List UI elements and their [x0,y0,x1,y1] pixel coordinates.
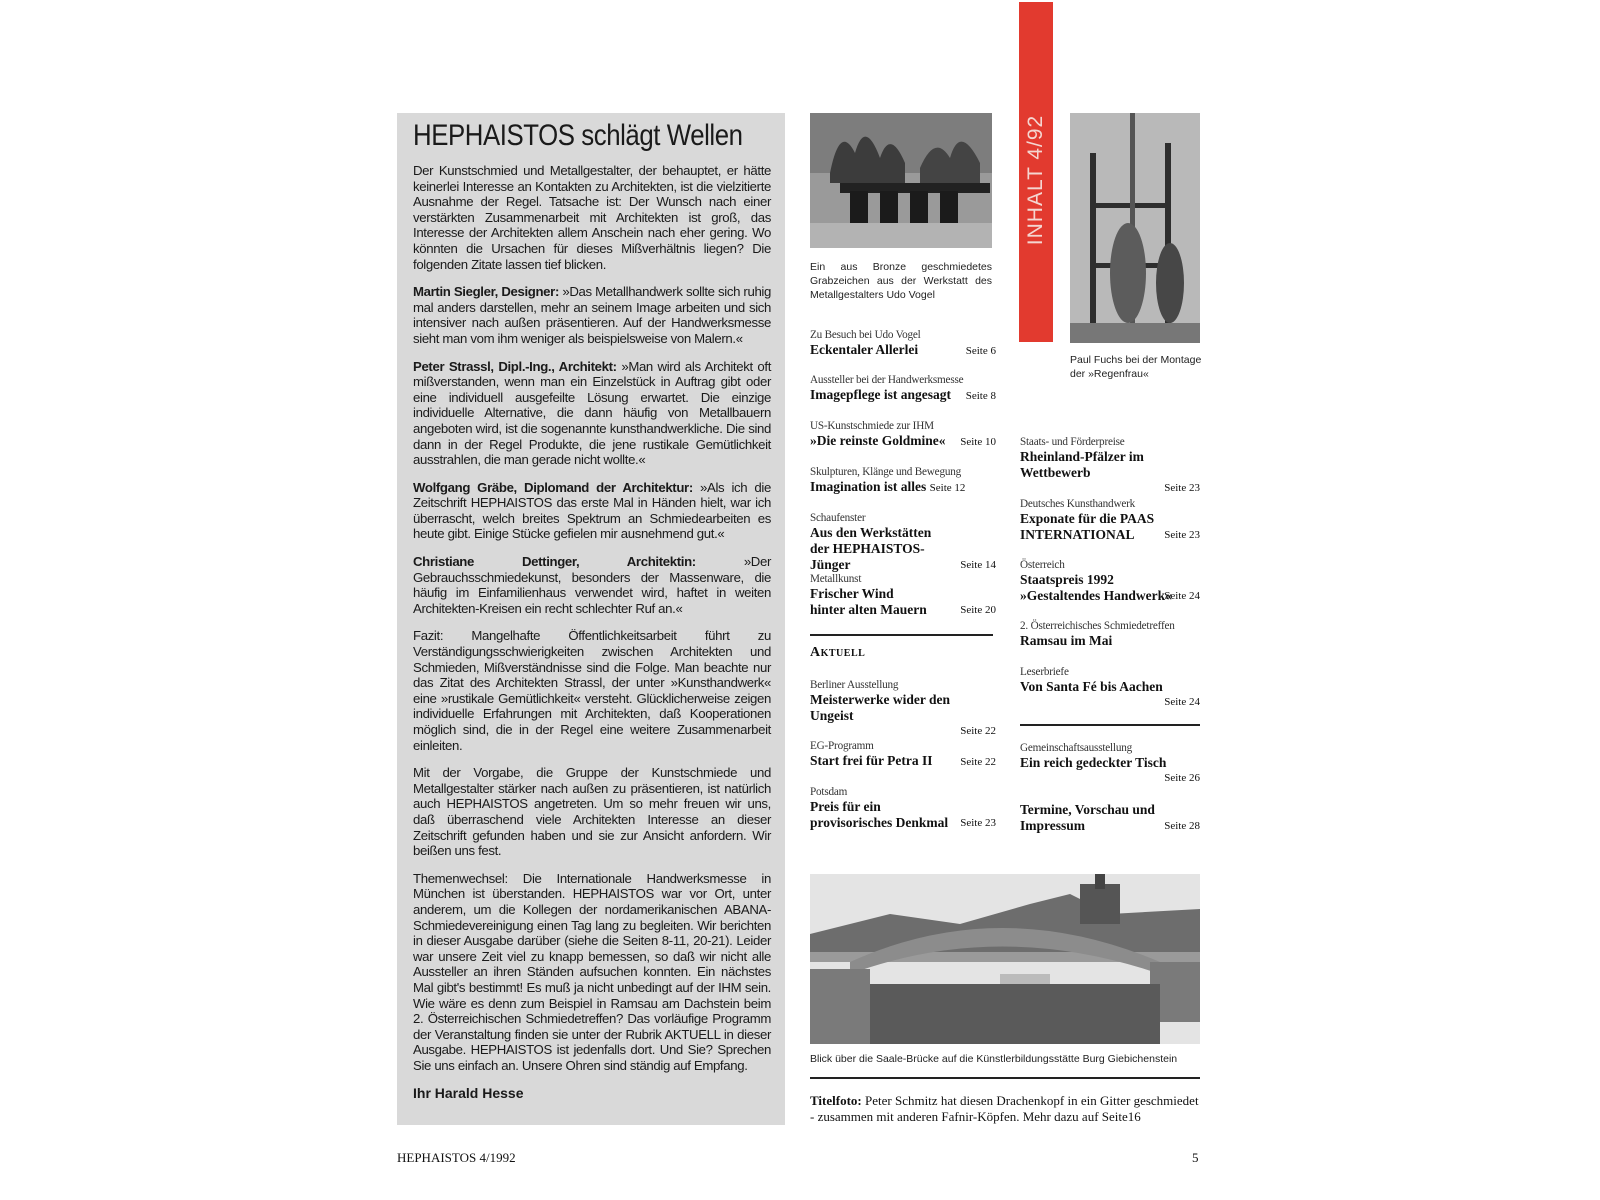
toc-title-text: Start frei für Petra II [810,753,933,768]
divider [1020,724,1200,726]
toc-title [1020,633,1200,649]
footer-issue: HEPHAISTOS 4/1992 [397,1150,516,1165]
toc-title [810,387,996,403]
grave-marker-image [810,113,992,248]
toc-kicker: Skulpturen, Klänge und Bewegung [810,466,962,478]
toc-page: Seite 12 [929,482,966,494]
toc-item[interactable] [1020,497,1200,542]
toc-kicker: Deutsches Kunsthandwerk [1020,498,1136,510]
toc-page: Seite 26 [1164,772,1200,784]
divider [810,634,993,636]
toc-item[interactable] [1020,741,1200,785]
quote-speaker: Wolfgang Gräbe, Diplomand der Architektur: [413,479,693,495]
toc-page: Seite 23 [960,817,996,829]
quote-speaker: Peter Strassl, Dipl.-Ing., Architekt: [413,358,617,374]
toc-kicker: Aussteller bei der Handwerksmesse [810,374,964,386]
toc-title [1020,572,1180,604]
toc-page: Seite 28 [1164,820,1200,832]
toc-kicker: Berliner Ausstellung [810,679,899,691]
toc-title-text: »Die reinste Goldmine« [810,433,946,448]
toc-title [810,433,996,449]
quote-dettinger [413,554,771,616]
quote-siegler [413,284,771,346]
toc-kicker: Staats- und Förderpreise [1020,436,1125,448]
toc-item[interactable] [1020,619,1200,649]
toc-title [810,479,996,496]
bridge-photo [810,874,1200,1044]
editorial-fazit: Fazit: Mangelhafte Öffentlichkeitsarbeit führt zu Verständigungsschwierigkeiten zwischen Architekten und Schmieden, Mißverständnisse sind die Folge. Man beachte nur das Zitat des Architekten Strassl, der unter »Kunsthandwerk« eine »rustikale Gemütlichkeit« versteht. Glücklicherweise zeigen individuelle Erfahrungen mit Architekten, daß Kooperationen möglich sind, die in der Regel eine weitere Zusammenarbeit einleiten. [413,628,771,753]
toc-title [810,753,996,769]
toc-kicker: 2. Österreichisches Schmiedetreffen [1020,620,1175,632]
quote-graebe [413,480,771,542]
contents-banner-label: INHALT 4/92 [1024,114,1047,246]
toc-page: Seite 23 [1164,529,1200,541]
editorial-intro: Der Kunstschmied und Metallgestalter, der behauptet, er hätte keinerlei Interesse an Kontakten zu Architekten, ist die vielzitierte Ausnahme der Regel. Tatsache ist: Der Wunsch nach einer verstärkten Zusammenarbeit mit Architekten ist groß, das Interesse der Architekten allem Anschein nach eher gering. Wo könnten die Ursachen für dieses Mißverhältnis liegen? Die folgenden Zitate lassen tief blicken. [413,163,771,272]
toc-title-text: Rheinland-Pfälzer im Wettbewerb [1020,449,1144,480]
toc-item[interactable] [1020,435,1200,495]
toc-item[interactable] [810,785,996,830]
toc-item[interactable] [810,572,996,617]
divider [810,1077,1200,1079]
toc-title-text: Ein reich gedeckter Tisch [1020,755,1167,770]
toc-title-text: Imagepflege ist angesagt [810,387,951,402]
editorial-signature: Ihr Harald Hesse [413,1085,524,1102]
toc-kicker: Schaufenster [810,512,866,524]
toc-title-text: Von Santa Fé bis Aachen [1020,679,1163,694]
quote-text: »Das Metallhandwerk sollte sich ruhig mal anders darstellen, mehr an seinem Image arbeiten und sich intensiver nach außen präsentieren. Auf der Handwerksmesse sieht man vom ihm weniger als beispielsweise von Malern.« [413,284,771,346]
quote-text: »Der Gebrauchsschmiedekunst, besonders der Massenware, die häufig im Einfamilienhaus verwendet wird, haftet in weiten Architekten-Kreisen ein recht schlechter Ruf an.« [413,554,771,616]
grave-marker-caption: Ein aus Bronze geschmiedetes Grabzeichen aus der Werkstatt des Metallgestalters Udo Vogel [810,261,992,301]
toc-title-text: Staatspreis 1992 »Gestaltendes Handwerk« [1020,572,1172,603]
toc-page: Seite 10 [960,436,996,448]
toc-right-column [1020,0,1202,840]
toc-title [1020,679,1200,695]
toc-kicker: US-Kunstschmiede zur IHM [810,420,934,432]
toc-title-text: Termine, Vorschau und Impressum [1020,802,1155,833]
editorial-box [397,113,785,1125]
titelfoto-note [810,1093,1200,1125]
toc-item[interactable] [810,465,996,496]
toc-title [1020,755,1200,771]
toc-kicker: Zu Besuch bei Udo Vogel [810,329,921,341]
titelfoto-label: Titelfoto: [810,1093,862,1108]
quote-text: »Als ich die Zeitschrift HEPHAISTOS das erste Mal in Händen hielt, war ich überrascht, welch breites Spektrum an Schmiedearbeiten es heute gibt. Einige Stücke gefielen mir ausnehmend gut.« [413,479,771,542]
montage-caption: Paul Fuchs bei der Montage der »Regenfrau« [1070,354,1202,380]
toc-title [810,799,960,831]
bridge-image [810,874,1200,1044]
toc-page: Seite 20 [960,604,996,616]
toc-item[interactable] [810,511,996,572]
footer-page-number: 5 [1192,1150,1199,1165]
toc-page: Seite 24 [1164,590,1200,602]
toc-item[interactable] [810,328,996,359]
toc-kicker: Leserbriefe [1020,666,1069,678]
toc-title-text: Eckentaler Allerlei [810,342,919,357]
toc-page: Seite 14 [960,559,996,571]
toc-item[interactable] [1020,558,1200,603]
aktuell-heading: Aktuell [810,645,866,660]
toc-title-text: Exponate für die PAAS INTERNATIONAL [1020,511,1155,542]
toc-item[interactable] [1020,802,1200,833]
toc-item[interactable] [810,419,996,450]
toc-title-text: Frischer Wind hinter alten Mauern [810,586,927,617]
toc-title [810,586,930,618]
toc-kicker: EG-Programm [810,740,874,752]
toc-title [1020,449,1200,481]
toc-kicker: Metallkunst [810,573,862,585]
toc-title-text: Imagination ist alles [810,479,927,494]
toc-title-text: Aus den Werkstätten der HEPHAISTOS-Jünger [810,525,932,572]
toc-item[interactable] [810,373,996,404]
toc-item[interactable] [810,739,996,770]
quote-speaker: Martin Siegler, Designer: [413,284,559,300]
toc-title-text: Preis für ein provisorisches Denkmal [810,799,949,830]
bridge-caption: Blick über die Saale-Brücke auf die Künstlerbildungsstätte Burg Giebichenstein [810,1053,1178,1065]
toc-middle-column [810,113,996,873]
toc-page: Seite 24 [1164,696,1200,708]
toc-title [810,342,996,358]
toc-kicker: Österreich [1020,559,1065,571]
toc-page: Seite 23 [1164,482,1200,494]
toc-page: Seite 8 [965,390,996,402]
quote-strassl [413,359,771,468]
quote-speaker: Christiane Dettinger, Architektin: [413,554,696,570]
quote-text: »Man wird als Architekt oft mißverstanden, wenn man ein Einzelstück in Auftrag gibt oder eine individuell ausgefeilte Lösung erwartet. Die einzige individuelle Alternative, die dann häufig von Metallbauern angeboten wird, ist die sogenannte kunsthandwerkliche. Die sind dann in der Regel Produkte, die jene rustikale Gemütlichkeit ausstrahlen, die man gerade nicht wollte.« [413,358,772,468]
toc-page: Seite 6 [965,345,996,357]
toc-title-text: Meisterwerke wider den Ungeist [810,692,950,723]
toc-kicker: Gemeinschaftsausstellung [1020,742,1133,754]
grave-marker-photo [810,113,992,248]
editorial-themenwechsel: Themenwechsel: Die Internationale Handwerksmesse in München ist überstanden. HEPHAISTOS war vor Ort, unter anderem, um die Kollegen der nordamerikanischen ABANA-Schmiedevereinigung einen Tag lang zu begleiten. Wir berichten in dieser Ausgabe darüber (siehe die Seiten 8-11, 20-21). Leider war unsere Zeit viel zu knapp bemessen, so daß wir nicht alle Aussteller an ihren Ständen aufsuchen konnten. Ein nächstes Mal gibt's bestimmt! Es muß ja nicht unbedingt auf der IHM sein. Wie wäre es denn zum Beispiel in Ramsau am Dachstein beim 2. Österreichischen Schmiedetreffen? Das vorläufige Programm der Veranstaltung finden sie unter der Rubrik AKTUELL in dieser Ausgabe. HEPHAISTOS ist jedenfalls dort. Und Sie? Sprechen Sie uns einfach an. Unsere Ohren sind ständig auf Empfang. [413,870,771,1073]
toc-item[interactable] [810,678,996,738]
toc-page: Seite 22 [960,725,996,737]
toc-page: Seite 22 [960,756,996,768]
toc-item[interactable] [1020,665,1200,709]
titelfoto-text: Peter Schmitz hat diesen Drachenkopf in ein Gitter geschmiedet - zusammen mit anderen Fafnir-Köpfen. Mehr dazu auf Seite16 [810,1093,1199,1124]
editorial-vorgabe: Mit der Vorgabe, die Gruppe der Kunstschmiede und Metallgestalter stärker nach außen zu präsentieren, ist natürlich auch HEPHAISTOS angetreten. Um so mehr freuen wir uns, daß überraschend viele Architekten Interesse an dieser Zeitschrift gefunden haben und sie zur Ansicht anfordern. Wir beißen uns fest. [413,765,771,859]
editorial-headline: HEPHAISTOS schlägt Wellen [413,119,743,152]
toc-kicker: Potsdam [810,786,848,798]
toc-title [810,692,996,724]
toc-title-text: Ramsau im Mai [1020,633,1113,648]
